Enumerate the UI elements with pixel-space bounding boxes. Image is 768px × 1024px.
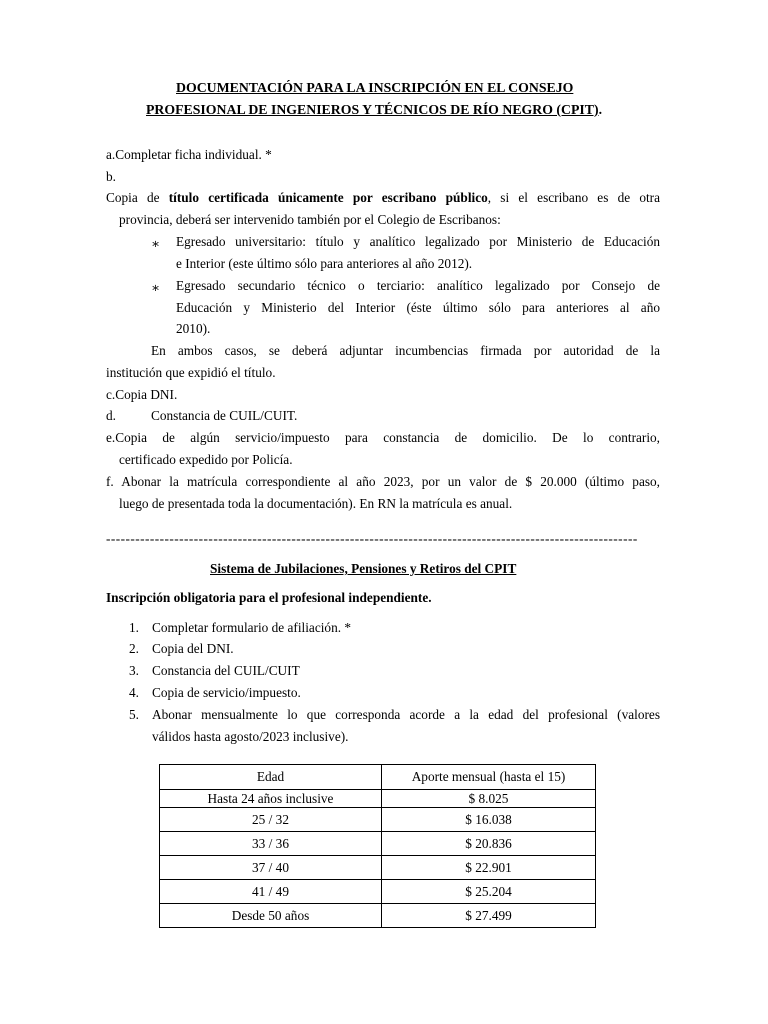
item-b-copy-suffix: , si el escribano es de otra <box>487 190 661 205</box>
item-b-copy-bold: título certificada únicamente por escribano público <box>168 190 488 205</box>
item-c-text: Copia DNI. <box>115 387 178 402</box>
item-b-copy-line-2: provincia, deberá ser intervenido también por el Colegio de Escribanos: <box>119 212 501 227</box>
table-cell-edad: 25 / 32 <box>160 808 382 832</box>
list-item-number: 4. <box>129 685 139 700</box>
column-header-edad: Edad <box>160 765 382 790</box>
item-e-line-1 <box>106 429 660 447</box>
table-row <box>160 832 596 856</box>
list-item-number: 5. <box>129 707 139 722</box>
list-item-number: 1. <box>129 620 139 635</box>
item-f-line-1 <box>106 473 660 491</box>
table-cell-aporte: $ 16.038 <box>382 808 596 832</box>
bullet-2-line-1: Egresado secundario técnico o terciario: analítico legalizado por Consejo de <box>176 278 660 293</box>
bullet-2-line-3: 2010). <box>176 321 211 336</box>
item-a-text: Completar ficha individual. * <box>115 147 272 162</box>
table-row <box>160 790 596 808</box>
title-line-2-wrapper <box>146 101 602 119</box>
separator-line: ------------------------------------------------------------------------------------------------------------- <box>106 531 638 546</box>
table-cell-edad: 37 / 40 <box>160 856 382 880</box>
bullet-2-line-2: Educación y Ministerio del Interior (éste último sólo para anteriores al año <box>176 300 660 315</box>
table-row <box>160 880 596 904</box>
item-b-note-line-2: institución que expidió el título. <box>106 365 276 380</box>
item-d-text: Constancia de CUIL/CUIT. <box>151 408 298 423</box>
table-header-row <box>160 765 596 790</box>
bullet-icon: ∗ <box>151 280 161 295</box>
contributions-table <box>159 764 596 928</box>
list-item: Abonar mensualmente lo que corresponda acorde a la edad del profesional (valores <box>152 707 660 722</box>
table-cell-aporte: $ 20.836 <box>382 832 596 856</box>
item-a-marker: a. <box>106 147 116 162</box>
table-cell-edad: Desde 50 años <box>160 904 382 928</box>
table-row <box>160 856 596 880</box>
list-item-number: 2. <box>129 641 139 656</box>
list-item: Constancia del CUIL/CUIT <box>152 663 300 678</box>
table-cell-aporte: $ 25.204 <box>382 880 596 904</box>
bullet-icon: ∗ <box>151 236 161 251</box>
title-line-1: DOCUMENTACIÓN PARA LA INSCRIPCIÓN EN EL CONSEJO <box>176 80 574 95</box>
item-a <box>106 146 272 164</box>
item-c-marker: c. <box>106 387 116 402</box>
title-period: . <box>598 102 603 117</box>
table-cell-edad: Hasta 24 años inclusive <box>160 790 382 808</box>
list-item: Copia del DNI. <box>152 641 234 656</box>
table-cell-aporte: $ 22.901 <box>382 856 596 880</box>
table-row <box>160 904 596 928</box>
item-c <box>106 386 177 404</box>
item-b-note-line-1: En ambos casos, se deberá adjuntar incumbencias firmada por autoridad de la <box>151 343 660 358</box>
item-e-line-2: certificado expedido por Policía. <box>119 452 293 467</box>
table-cell-aporte: $ 8.025 <box>382 790 596 808</box>
list-item-number: 3. <box>129 663 139 678</box>
item-b-copy-prefix: Copia de <box>106 190 169 205</box>
list-item: Copia de servicio/impuesto. <box>152 685 301 700</box>
bullet-1-line-2: e Interior (este último sólo para anteriores al año 2012). <box>176 256 473 271</box>
item-b-marker: b. <box>106 169 116 184</box>
item-e-text: Copia de algún servicio/impuesto para constancia de domicilio. De lo contrario, <box>115 430 660 445</box>
list-item-continuation: válidos hasta agosto/2023 inclusive). <box>152 729 349 744</box>
item-b-copy-line-1 <box>106 189 660 207</box>
title-line-2: PROFESIONAL DE INGENIEROS Y TÉCNICOS DE RÍO NEGRO (CPIT) <box>146 102 599 117</box>
item-e-marker: e. <box>106 430 116 445</box>
item-f-marker: f. <box>106 474 114 489</box>
section-2-subheading: Inscripción obligatoria para el profesional independiente. <box>106 590 432 605</box>
item-f-line-2: luego de presentada toda la documentación). En RN la matrícula es anual. <box>119 496 513 511</box>
table-cell-aporte: $ 27.499 <box>382 904 596 928</box>
table-cell-edad: 33 / 36 <box>160 832 382 856</box>
item-f-text: Abonar la matrícula correspondiente al año 2023, por un valor de $ 20.000 (último paso, <box>121 474 660 489</box>
section-2-heading: Sistema de Jubilaciones, Pensiones y Retiros del CPIT <box>210 561 517 576</box>
table-cell-edad: 41 / 49 <box>160 880 382 904</box>
list-item: Completar formulario de afiliación. * <box>152 620 352 635</box>
item-d-marker: d. <box>106 408 116 423</box>
column-header-aporte: Aporte mensual (hasta el 15) <box>382 765 596 790</box>
table-row <box>160 808 596 832</box>
bullet-1-line-1: Egresado universitario: título y analítico legalizado por Ministerio de Educación <box>176 234 660 249</box>
